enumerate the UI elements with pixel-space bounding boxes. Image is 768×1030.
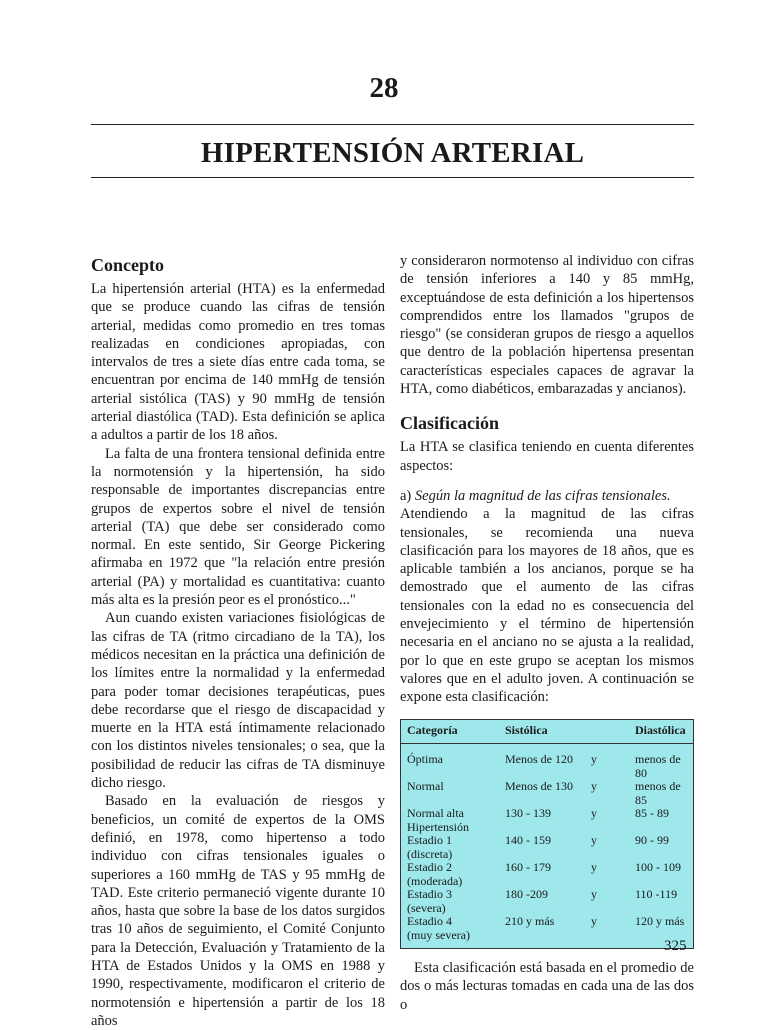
table-cell: y: [591, 806, 597, 821]
paragraph: La hipertensión arterial (HTA) es la enfermedad que se produce cuando las cifras de tensión arterial, medidas como promedio en tres tomas realizadas en condiciones apropiadas, con intervalos de tres a siete días entre cada toma, se encuentran por encima de 140 mmHg de tensión arterial sistólica (TAS) y 90 mmHg de tensión arterial diastólica (TAD). Esta definición se aplica a adultos a partir de los 18 años.: [91, 281, 385, 444]
table-row: [401, 875, 694, 889]
table-cell: (severa): [407, 900, 446, 915]
table-cell: y: [591, 887, 597, 902]
paragraph: Basado en la evaluación de riesgos y beneficios, un comité de expertos de la OMS definió, en 1978, como hipertenso a todo individuo con cifras tensionales iguales o superiores a 160 mmHg de TAS y 95 mmHg de TAD. Este criterio permaneció vigente durante 10 años, hasta que sobre la base de los datos surgidos tras 10 años de seguimiento, el Comité Conjunto para la Detección, Evaluación y Tratamiento de la HTA de Estados Unidos y la OMS en 1988 y 1990, respectivamente, modificaron el criterio de normotensión e hipertensión a partir de los 18 años: [91, 793, 385, 1029]
table-cell: [499, 875, 585, 889]
table-row: [401, 848, 694, 862]
chapter-title: HIPERTENSIÓN ARTERIAL: [200, 137, 585, 169]
table-row: [401, 744, 694, 781]
table-cell: y: [591, 860, 597, 875]
paragraph: Aun cuando existen variaciones fisiológicas de las cifras de TA (ritmo circadiano de la TA), los médicos necesitan en la práctica una definición de los límites entre la normalidad y la enfermedad para poder tomar decisiones terapéuticas, pues debe recordarse que el riesgo de discapacidad y muerte en la HTA está íntimamente relacionado con los distintos niveles tensionales; o sea, que la posibilidad de reducir las cifras de TA disminuye dicho riesgo.: [91, 610, 385, 792]
paragraph: y consideraron normotenso al individuo con cifras de tensión inferiores a 140 y 85 mmHg, exceptuándose de esta definición a los hipertensos comprendidos entre los llamados "grupos de riesgo" (se consideran grupos de riesgo a aquellos que dentro de la población hipertensa presentan características especiales capaces de agravar la HTA, como diabéticos, embarazadas y ancianos).: [400, 253, 694, 398]
table-cell: [585, 848, 629, 862]
column-header: Sistólica: [499, 719, 585, 744]
table-cell: [629, 875, 694, 889]
table-cell: [585, 902, 629, 916]
table-cell: menos de 80: [635, 752, 681, 780]
table-cell: 100 - 109: [635, 860, 681, 875]
table-cell: Normal alta: [407, 806, 464, 821]
table-cell: [499, 929, 585, 949]
table-cell: y: [591, 752, 597, 767]
section-heading-concepto: Concepto: [91, 255, 164, 275]
table-cell: 160 - 179: [505, 860, 551, 875]
table-cell: Menos de 130: [505, 779, 573, 794]
table-cell: 85 - 89: [635, 806, 669, 821]
table-cell: Estadio 2: [407, 860, 452, 875]
table-cell: y: [591, 779, 597, 794]
table-cell: 90 - 99: [635, 833, 669, 848]
chapter-number: 28: [369, 72, 399, 104]
column-header: [585, 719, 629, 744]
table-cell: 210 y más: [505, 914, 555, 929]
paragraph: Atendiendo a la magnitud de las cifras tensionales, se recomienda una nueva clasificación para los mayores de 18 años, que es aplicable también a los ancianos, porque se ha demostrado que el aumento de las cifras tensionales con la edad no es consecuencia del envejecimiento y el término de hipertensión necesaria en el anciano no se ajusta a la realidad, por lo que en este grupo se aceptan los mismos valores que en el adulto joven. A continuación se expone esta clasificación:: [400, 506, 694, 706]
table-cell: [585, 875, 629, 889]
table-cell: [585, 821, 629, 835]
table-header-row: [401, 719, 694, 744]
table-cell: 180 -209: [505, 887, 548, 902]
table-cell: y: [591, 914, 597, 929]
table-cell: 140 - 159: [505, 833, 551, 848]
table-cell: Estadio 4: [407, 914, 452, 929]
table-cell: menos de 85: [635, 779, 681, 807]
table-row: [401, 780, 694, 807]
table-cell: [499, 848, 585, 862]
table-cell: 120 y más: [635, 914, 685, 929]
table-row: [401, 807, 694, 821]
table-cell: [499, 902, 585, 916]
column-header: Diastólica: [629, 719, 694, 744]
left-column: [91, 252, 385, 1030]
table-cell: (moderada): [407, 873, 463, 888]
table-row: [401, 821, 694, 835]
table-cell: y: [591, 833, 597, 848]
table-cell: Hipertensión: [407, 819, 469, 834]
table-cell: 110 -119: [635, 887, 678, 902]
table-cell: (discreta): [407, 846, 453, 861]
table-row: [401, 929, 694, 949]
title-rule: [91, 177, 694, 178]
table-cell: Estadio 3: [407, 887, 452, 902]
section-heading-clasificacion: Clasificación: [400, 413, 499, 434]
paragraph: Esta clasificación está basada en el promedio de dos o más lecturas tomadas en cada una de las dos o: [400, 960, 694, 1013]
page-number: 325: [664, 938, 687, 954]
table-cell: [499, 821, 585, 835]
paragraph: La falta de una frontera tensional definida entre la normotensión y la hipertensión, ha sido responsable de importantes discrepancias entre grupos de expertos sobre el nivel de tensión arterial (TA) que debe ser considerado como normal. En este sentido, Sir George Pickering afirmaba en 1972 que "la relación entre presión arterial (PA) y mortalidad es cuantitativa: cuanto más alta es la presión peor es el pronóstico...": [91, 445, 385, 609]
table-cell: [629, 848, 694, 862]
table-cell: Menos de 120: [505, 752, 573, 767]
table-cell: Normal: [407, 779, 444, 794]
table-row: [401, 861, 694, 875]
column-header: Categoría: [401, 719, 500, 744]
table-row: [401, 902, 694, 916]
table-cell: 130 - 139: [505, 806, 551, 821]
table-cell: Estadio 1: [407, 833, 452, 848]
table-row: [401, 915, 694, 929]
table-row: [401, 888, 694, 902]
table-row: [401, 834, 694, 848]
right-column: [400, 252, 694, 1014]
table-cell: [629, 902, 694, 916]
table-cell: Óptima: [407, 752, 443, 767]
table-cell: [585, 929, 629, 949]
table-cell: [629, 821, 694, 835]
classification-table: [400, 719, 694, 950]
paragraph: La HTA se clasifica teniendo en cuenta diferentes aspectos:: [400, 439, 694, 474]
top-rule: [91, 124, 694, 125]
table-cell: (muy severa): [407, 927, 470, 942]
subsection-title: a) Según la magnitud de las cifras tensionales.: [400, 487, 671, 504]
